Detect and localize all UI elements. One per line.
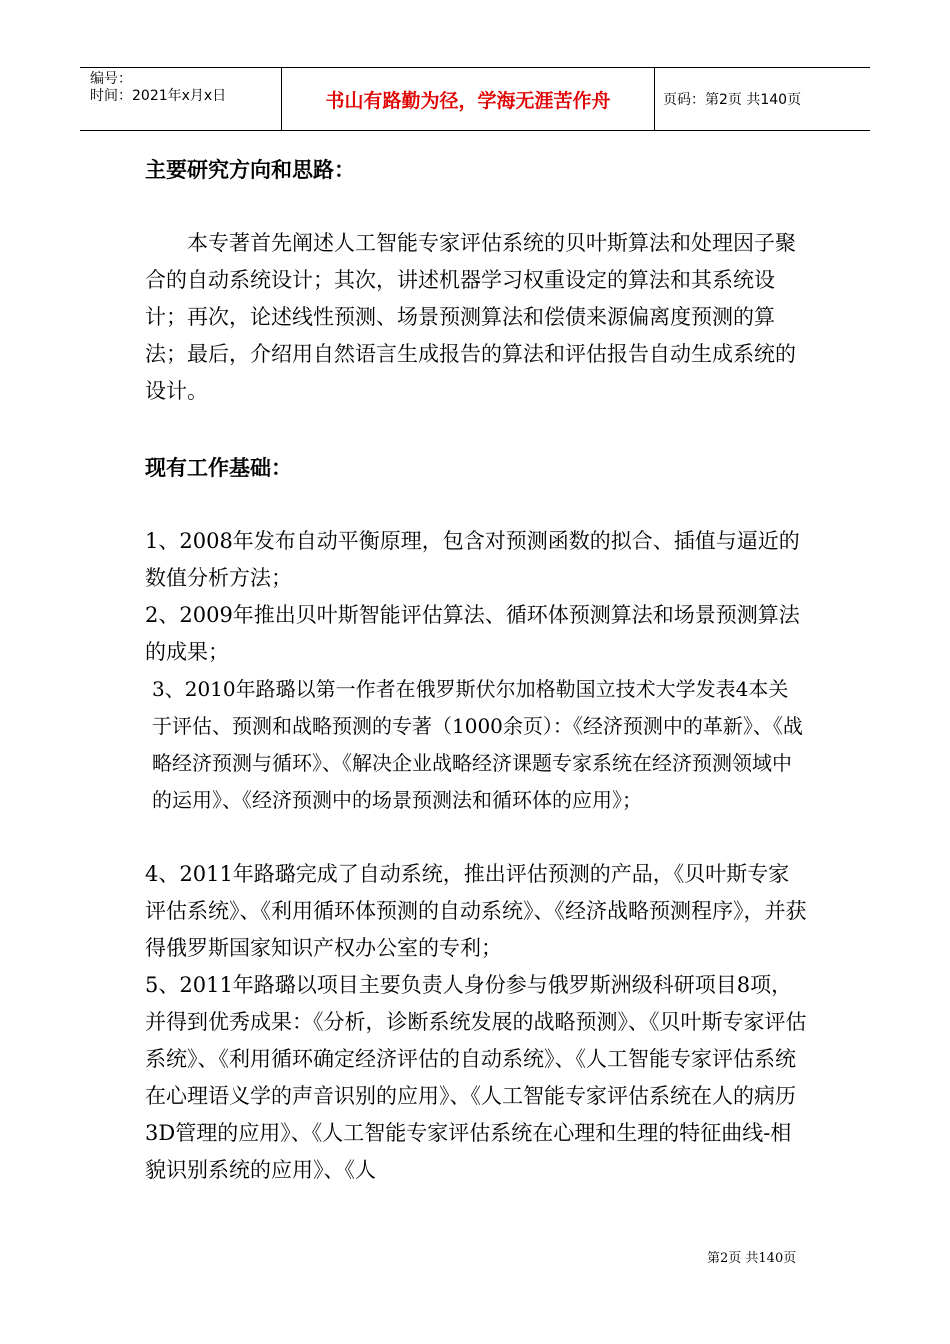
- time-label: 时间：2021年x月x日: [90, 88, 227, 104]
- research-direction-heading: 主要研究方向和思路：: [145, 157, 355, 182]
- document-header: [80, 67, 870, 131]
- list-item: 1、2008年发布自动平衡原理，包含对预测函数的拟合、插值与逼近的数值分析方法；: [145, 529, 800, 590]
- header-meta: [80, 68, 280, 130]
- page-footer: 第2页 共140页: [707, 1251, 797, 1266]
- list-item: 5、2011年路璐以项目主要负责人身份参与俄罗斯洲级科研项目8项，并得到优秀成果：《分析，诊断系统发展的战略预测》、《贝叶斯专家评估系统》、《利用循环确定经济评估的自动系统》、《人工智能专家评估系统在心理语义学的声音识别的应用》、《人工智能专家评估系统在人的病历3D管理的应用》、《人工智能专家评估系统在心理和生理的特征曲线-相貌识别系统的应用》、《人: [145, 973, 807, 1182]
- research-direction-paragraph: 本专著首先阐述人工智能专家评估系统的贝叶斯算法和处理因子聚合的自动系统设计；其次，讲述机器学习权重设定的算法和其系统设计；再次，论述线性预测、场景预测算法和偿债来源偏离度预测的算法；最后，介绍用自然语言生成报告的算法和评估报告自动生成系统的设计。: [145, 231, 796, 403]
- list-item: 4、2011年路璐完成了自动系统，推出评估预测的产品，《贝叶斯专家评估系统》、《利用循环体预测的自动系统》、《经济战略预测程序》，并获得俄罗斯国家知识产权办公室的专利；: [145, 862, 807, 960]
- list-item: 2、2009年推出贝叶斯智能评估算法、循环体预测算法和场景预测算法的成果；: [145, 603, 800, 664]
- header-page-info: 页码：第2页 共140页: [663, 92, 802, 108]
- list-item: 3、2010年路璐以第一作者在俄罗斯伏尔加格勒国立技术大学发表4本关于评估、预测和战略预测的专著（1000余页）：《经济预测中的革新》、《战略经济预测与循环》、《解决企业战略经济课题专家系统在经济预测领域中的运用》、《经济预测中的场景预测法和循环体的应用》；: [152, 677, 803, 812]
- number-label: 编号：: [90, 71, 132, 87]
- header-motto: 书山有路勤为径，学海无涯苦作舟: [281, 68, 655, 130]
- work-foundation-heading: 现有工作基础：: [145, 455, 292, 480]
